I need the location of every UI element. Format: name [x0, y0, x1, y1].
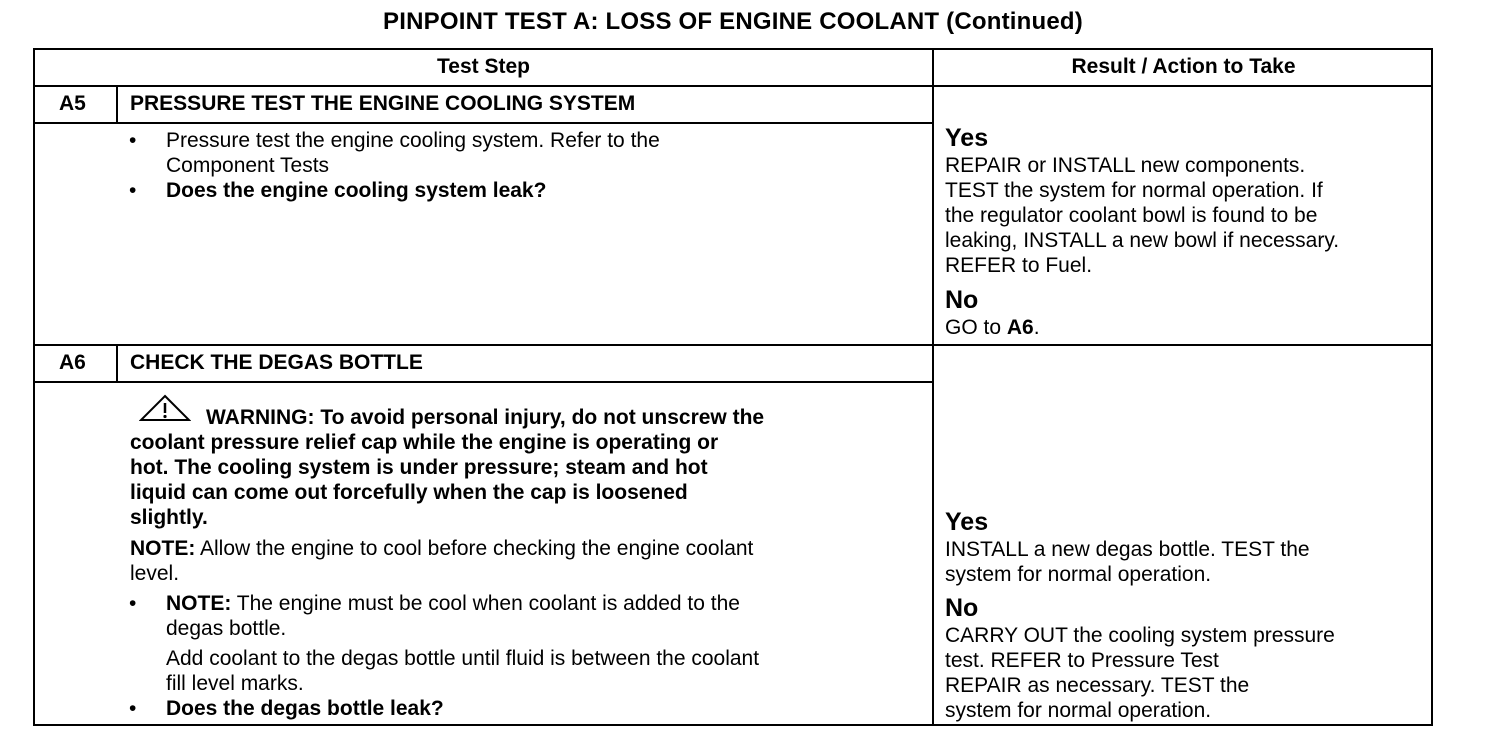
note-text: NOTE: Allow the engine to cool before checking the engine coolant level. [130, 537, 754, 585]
step-id-divider-a5 [116, 87, 118, 122]
step-title-divider-a5 [35, 122, 932, 124]
step-id: A5 [59, 92, 86, 115]
warning-text: WARNING: To avoid personal injury, do not unscrew the coolant pressure relief cap while the engine is operating or hot. The cooling system is under pressure; steam and hot liquid can come out forcefully when the cap is loosened slightly. [130, 406, 765, 529]
result-yes-text: INSTALL a new degas bottle. TEST the system for normal operation. [945, 538, 1310, 586]
step-id-divider-a6 [116, 346, 118, 381]
result-yes-label: Yes [945, 508, 989, 536]
header-divider [35, 85, 1433, 87]
step-title: PRESSURE TEST THE ENGINE COOLING SYSTEM [130, 92, 636, 115]
page-title: PINPOINT TEST A: LOSS OF ENGINE COOLANT (Continued) [383, 8, 1083, 35]
header-test-step: Test Step [437, 55, 530, 78]
header-result: Result / Action to Take [1071, 55, 1296, 78]
step-instructions: • Pressure test the engine cooling system. Refer to the Component Tests • Does the engine cooling system leak? [129, 129, 660, 202]
step-instructions: • NOTE: The engine must be cool when coolant is added to the degas bottle. Add coolant to the degas bottle until fluid is between the coolant fill level marks. • Does the degas bottle leak? [129, 592, 760, 720]
step-separator [35, 344, 1433, 346]
result-yes-text: REPAIR or INSTALL new components. TEST the system for normal operation. If the regulator coolant bowl is found to be leaking, INSTALL a new bowl if necessary. REFER to Fuel. [945, 154, 1340, 277]
result-yes-label: Yes [945, 124, 989, 152]
result-no-label: No [945, 594, 979, 622]
step-title: CHECK THE DEGAS BOTTLE [130, 351, 423, 374]
pinpoint-test-table [33, 48, 1433, 726]
column-divider [932, 50, 934, 726]
step-id: A6 [59, 351, 86, 374]
result-no-label: No [945, 286, 979, 314]
step-title-divider-a6 [35, 381, 932, 383]
result-no-text: CARRY OUT the cooling system pressure test. REFER to Pressure Test REPAIR as necessary. TEST the system for normal operation. [945, 624, 1335, 722]
result-no-text: GO to A6. [945, 316, 1040, 339]
